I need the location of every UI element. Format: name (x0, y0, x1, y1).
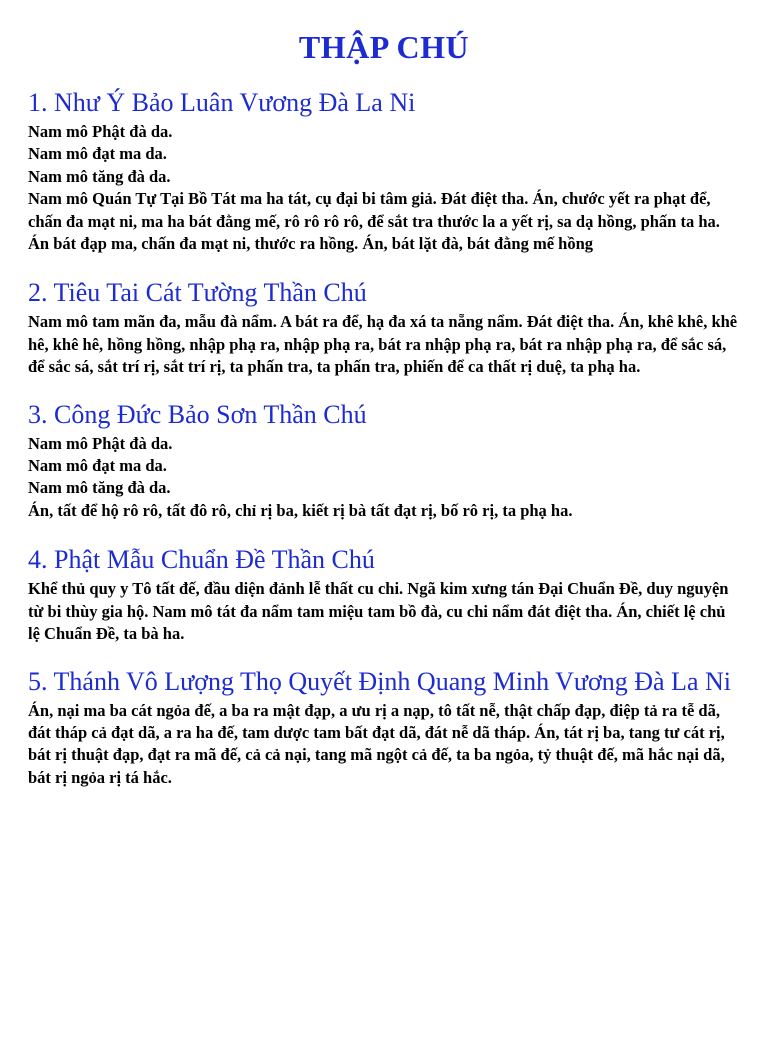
mantra-paragraph: Nam mô tam mãn đa, mẫu đà nẩm. A bát ra để, hạ đa xá ta nẵng nẩm. Đát điệt tha. Án, khê khê, khê hê, khê hê, hồng hồng, nhập phạ ra, nhập phạ ra, bát ra nhập phạ ra, bát ra nhập phạ ra, để sắc sá, để sắc sá, sắt trí rị, sắt trí rị, ta phấn tra, ta phấn tra, phiến để ca thất rị duệ, ta phạ ha. (28, 312, 738, 377)
section-1 (28, 87, 740, 255)
section-heading: 2. Tiêu Tai Cát Tường Thần Chú (28, 278, 367, 308)
section-heading: 3. Công Đức Bảo Sơn Thần Chú (28, 399, 367, 429)
mantra-line: Nam mô Phật đà da. (28, 433, 173, 453)
mantra-line: Nam mô đạt ma da. (28, 456, 167, 476)
section-2 (28, 277, 740, 378)
section-4 (28, 544, 740, 645)
mantra-paragraph: Án, tất để hộ rô rô, tất đô rô, chỉ rị ba, kiết rị bà tất đạt rị, bố rô rị, ta phạ ha. (28, 500, 573, 520)
document-title: THẬP CHÚ (298, 29, 470, 65)
section-heading: 4. Phật Mẫu Chuẩn Đề Thần Chú (28, 545, 375, 575)
section-3 (28, 399, 740, 523)
section-heading: 5. Thánh Vô Lượng Thọ Quyết Định Quang Minh Vương Đà La Ni (28, 666, 731, 696)
mantra-paragraph: Nam mô Quán Tự Tại Bồ Tát ma ha tát, cụ đại bi tâm giả. Đát điệt tha. Án, chước yết ra phạt để, chấn đa mạt ni, ma ha bát đằng mế, rô rô rô rô, để sắt tra thước la a yết rị, sa dạ hồng, phấn ta ha. Án bát đạp ma, chấn đa mạt ni, thước ra hồng. Án, bát lặt đà, bát đằng mế hồng (28, 189, 720, 254)
mantra-line: Nam mô tăng đà da. (28, 478, 171, 498)
mantra-line: Nam mô đạt ma da. (28, 144, 167, 164)
mantra-paragraph: Khể thủ quy y Tô tất đế, đầu diện đảnh lễ thất cu chi. Ngã kim xưng tán Đại Chuẩn Đề, duy nguyện từ bi thùy gia hộ. Nam mô tát đa nẩm tam miệu tam bồ đà, cu chi nẩm đát điệt tha. Án, chiết lệ chủ lệ Chuẩn Đề, ta bà ha. (28, 579, 729, 644)
mantra-line: Nam mô Phật đà da. (28, 122, 173, 141)
section-5 (28, 666, 740, 790)
mantra-line: Nam mô tăng đà da. (28, 166, 171, 186)
mantra-paragraph: Án, nại ma ba cát ngỏa đế, a ba ra mật đạp, a ưu rị a nạp, tô tất nễ, thật chấp đạp, điệp tả ra tễ dã, đát tháp cả đạt dã, a ra ha đế, tam dược tam bất đạt dã, đát nễ dã tháp. Án, tát rị ba, tang tư cát rị, bát rị thuật đạp, đạt ra mã đế, cả cả nại, tang mã ngột cả đế, ta ba ngỏa, tỷ thuật đế, mã hắc nại dã, bát rị ngỏa rị tá hắc. (28, 700, 725, 787)
section-heading: 1. Như Ý Bảo Luân Vương Đà La Ni (28, 88, 416, 117)
document-page (0, 28, 768, 789)
